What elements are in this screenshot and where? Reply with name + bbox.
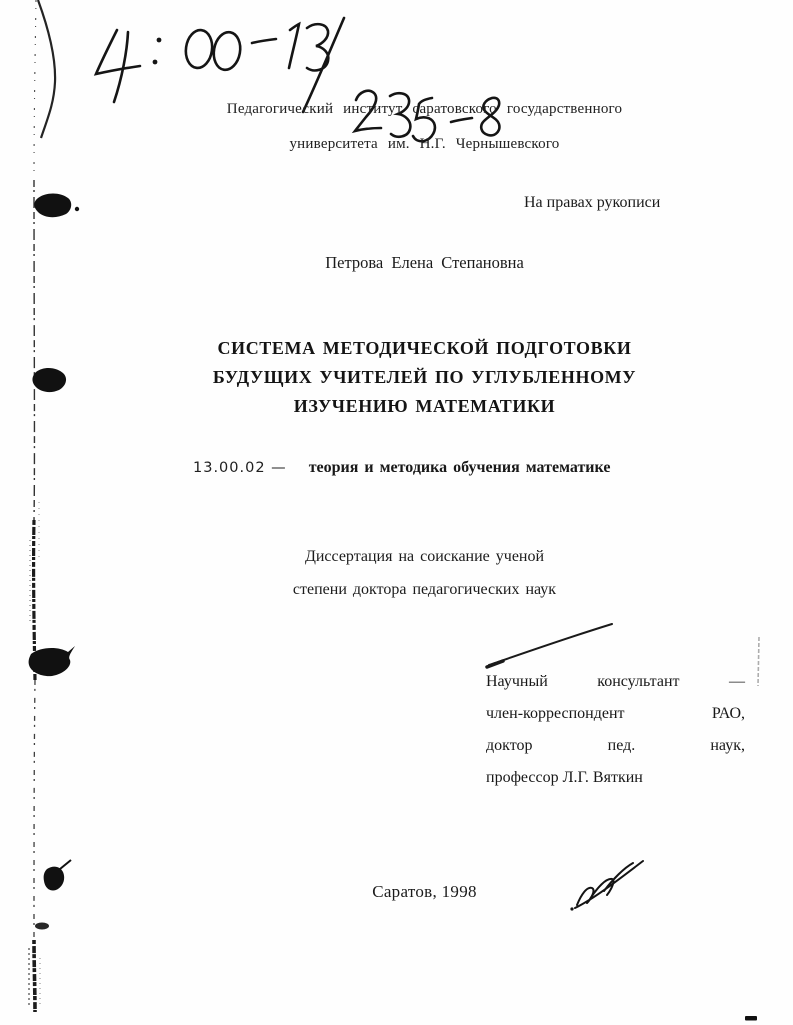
ink-blob-4-tail: [60, 860, 71, 869]
consultant-line-1: Научный консультант —: [486, 673, 745, 690]
right-margin-mark: [758, 637, 759, 686]
pen-stroke: [487, 624, 612, 667]
ink-dot-1: [75, 207, 79, 211]
consultant-line-3-word-3: наук,: [710, 737, 745, 754]
institution-line-2: университета им. Н.Г. Чернышевского: [289, 136, 560, 152]
bottom-right-speck: [745, 1016, 757, 1021]
ink-blob-1: [34, 194, 71, 218]
specialty-code: 13.00.02 —: [193, 460, 287, 476]
consultant-line-3-word-2: пед.: [607, 737, 636, 754]
consultant-line-3-word-1: доктор: [486, 737, 533, 754]
institution-line-1: Педагогический институт саратовского государственного: [226, 101, 623, 117]
title-line-1: СИСТЕМА МЕТОДИЧЕСКОЙ ПОДГОТОВКИ: [217, 338, 632, 358]
consultant-line-2: член-корреспондент РАО,: [486, 705, 745, 722]
catalog-number-handwriting: [96, 18, 499, 141]
consultant-line-3: [486, 730, 745, 762]
thesis-type-line-2: степени доктора педагогических наук: [292, 581, 557, 598]
page-curl-line: [38, 0, 55, 138]
specialty-name: теория и методика обучения математике: [308, 459, 611, 476]
author-name: Петрова Елена Степановна: [325, 253, 524, 272]
binding-edge-line: [29, 0, 40, 1012]
manuscript-rights-note: На правах рукописи: [524, 194, 661, 211]
title-line-2: БУДУЩИХ УЧИТЕЛЕЙ ПО УГЛУБЛЕННОМУ: [212, 367, 637, 387]
consultant-line-4: профессор Л.Г. Вяткин: [486, 769, 643, 786]
thesis-type-line-1: Диссертация на соискание ученой: [304, 548, 545, 565]
specialty-row: [193, 459, 610, 477]
place-year: Саратов, 1998: [372, 882, 477, 901]
consultant-block: [486, 666, 745, 794]
title-line-3: ИЗУЧЕНИЮ МАТЕМАТИКИ: [293, 396, 556, 416]
ink-smudge: [35, 923, 49, 930]
